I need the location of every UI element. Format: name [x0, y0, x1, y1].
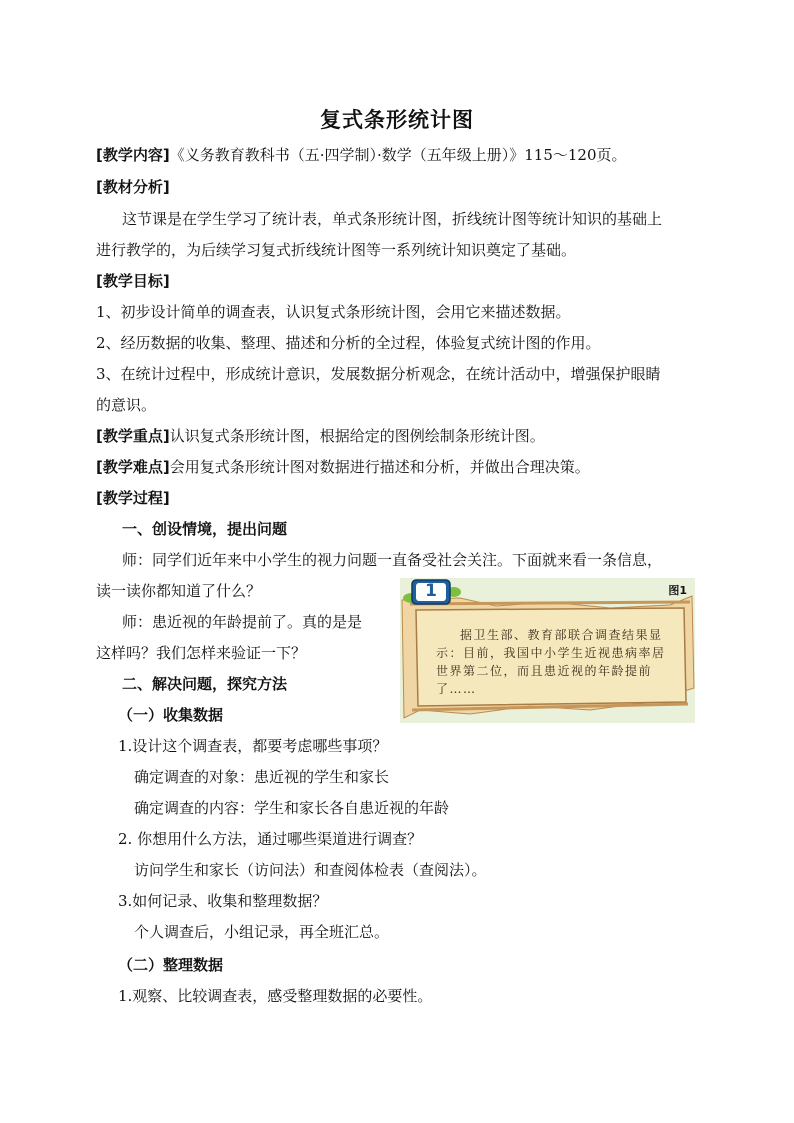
- figure-1: [400, 578, 695, 723]
- figure-caption: 图1: [668, 584, 687, 597]
- content-label: [教学内容]: [96, 146, 170, 164]
- keypoint-line: [96, 426, 545, 446]
- question-1: 1.设计这个调查表，都要考虑哪些事项？: [118, 737, 388, 755]
- content-line: [96, 145, 627, 165]
- question-3-answer: 个人调查后，小组记录，再全班汇总。: [134, 923, 390, 941]
- question-2-answer: 访问学生和家长（访问法）和查阅体检表（查阅法）。: [134, 861, 487, 879]
- question-4: 1.观察、比较调查表，感受整理数据的必要性。: [118, 987, 433, 1005]
- difficulty-label: [教学难点]: [96, 458, 170, 476]
- analysis-line-2: 进行教学的，为后续学习复式折线统计图等一系列统计知识奠定了基础。: [96, 241, 577, 259]
- process-para-1-line-1: 师：同学们近年来中小学生的视力问题一直备受社会关注。下面就来看一条信息，: [122, 551, 663, 569]
- goals-label: [教学目标]: [96, 272, 170, 290]
- process-label: [教学过程]: [96, 489, 170, 507]
- keypoint-text: 认识复式条形统计图，根据给定的图例绘制条形统计图。: [169, 427, 545, 445]
- figure-text: 据卫生部、教育部联合调查结果显示：目前，我国中小学生近视患病率居世界第二位，而且患近视的年龄提前了……: [436, 628, 666, 696]
- goal-3-line-2: 的意识。: [96, 396, 157, 414]
- page-title: 复式条形统计图: [320, 108, 474, 132]
- difficulty-line: [96, 457, 590, 477]
- question-1-answer-b: 确定调查的内容：学生和家长各自患近视的年龄: [134, 799, 450, 817]
- analysis-label: [教材分析]: [96, 178, 170, 196]
- analysis-line-1: 这节课是在学生学习了统计表，单式条形统计图，折线统计图等统计知识的基础上: [122, 210, 663, 228]
- keypoint-label: [教学重点]: [96, 427, 170, 445]
- goal-3-line-1: 3、在统计过程中，形成统计意识，发展数据分析观念，在统计活动中，增强保护眼睛: [96, 365, 661, 383]
- process-para-2-line-2: 这样吗？我们怎样来验证一下？: [96, 644, 307, 662]
- section-2-heading: 二、解决问题，探究方法: [122, 675, 288, 693]
- goal-2: 2、经历数据的收集、整理、描述和分析的全过程，体验复式统计图的作用。: [96, 334, 601, 352]
- subsection-organize-heading: （二）整理数据: [118, 956, 224, 974]
- process-para-1-line-2: 读一读你都知道了什么？: [96, 582, 262, 600]
- difficulty-text: 会用复式条形统计图对数据进行描述和分析，并做出合理决策。: [169, 458, 590, 476]
- question-3: 3.如何记录、收集和整理数据？: [118, 892, 328, 910]
- subsection-collect-heading: （一）收集数据: [118, 706, 224, 724]
- question-1-answer-a: 确定调查的对象：患近视的学生和家长: [134, 768, 390, 786]
- content-text: 《义务教育教科书（五·四学制）·数学（五年级上册）》115～120页。: [169, 146, 627, 164]
- question-2: 2. 你想用什么方法，通过哪些渠道进行调查？: [118, 830, 423, 848]
- section-1-heading: 一、创设情境，提出问题: [122, 520, 288, 538]
- process-para-2-line-1: 师：患近视的年龄提前了。真的是是: [122, 613, 363, 631]
- goal-1: 1、初步设计简单的调查表，认识复式条形统计图，会用它来描述数据。: [96, 303, 571, 321]
- figure-badge: 1: [425, 581, 437, 601]
